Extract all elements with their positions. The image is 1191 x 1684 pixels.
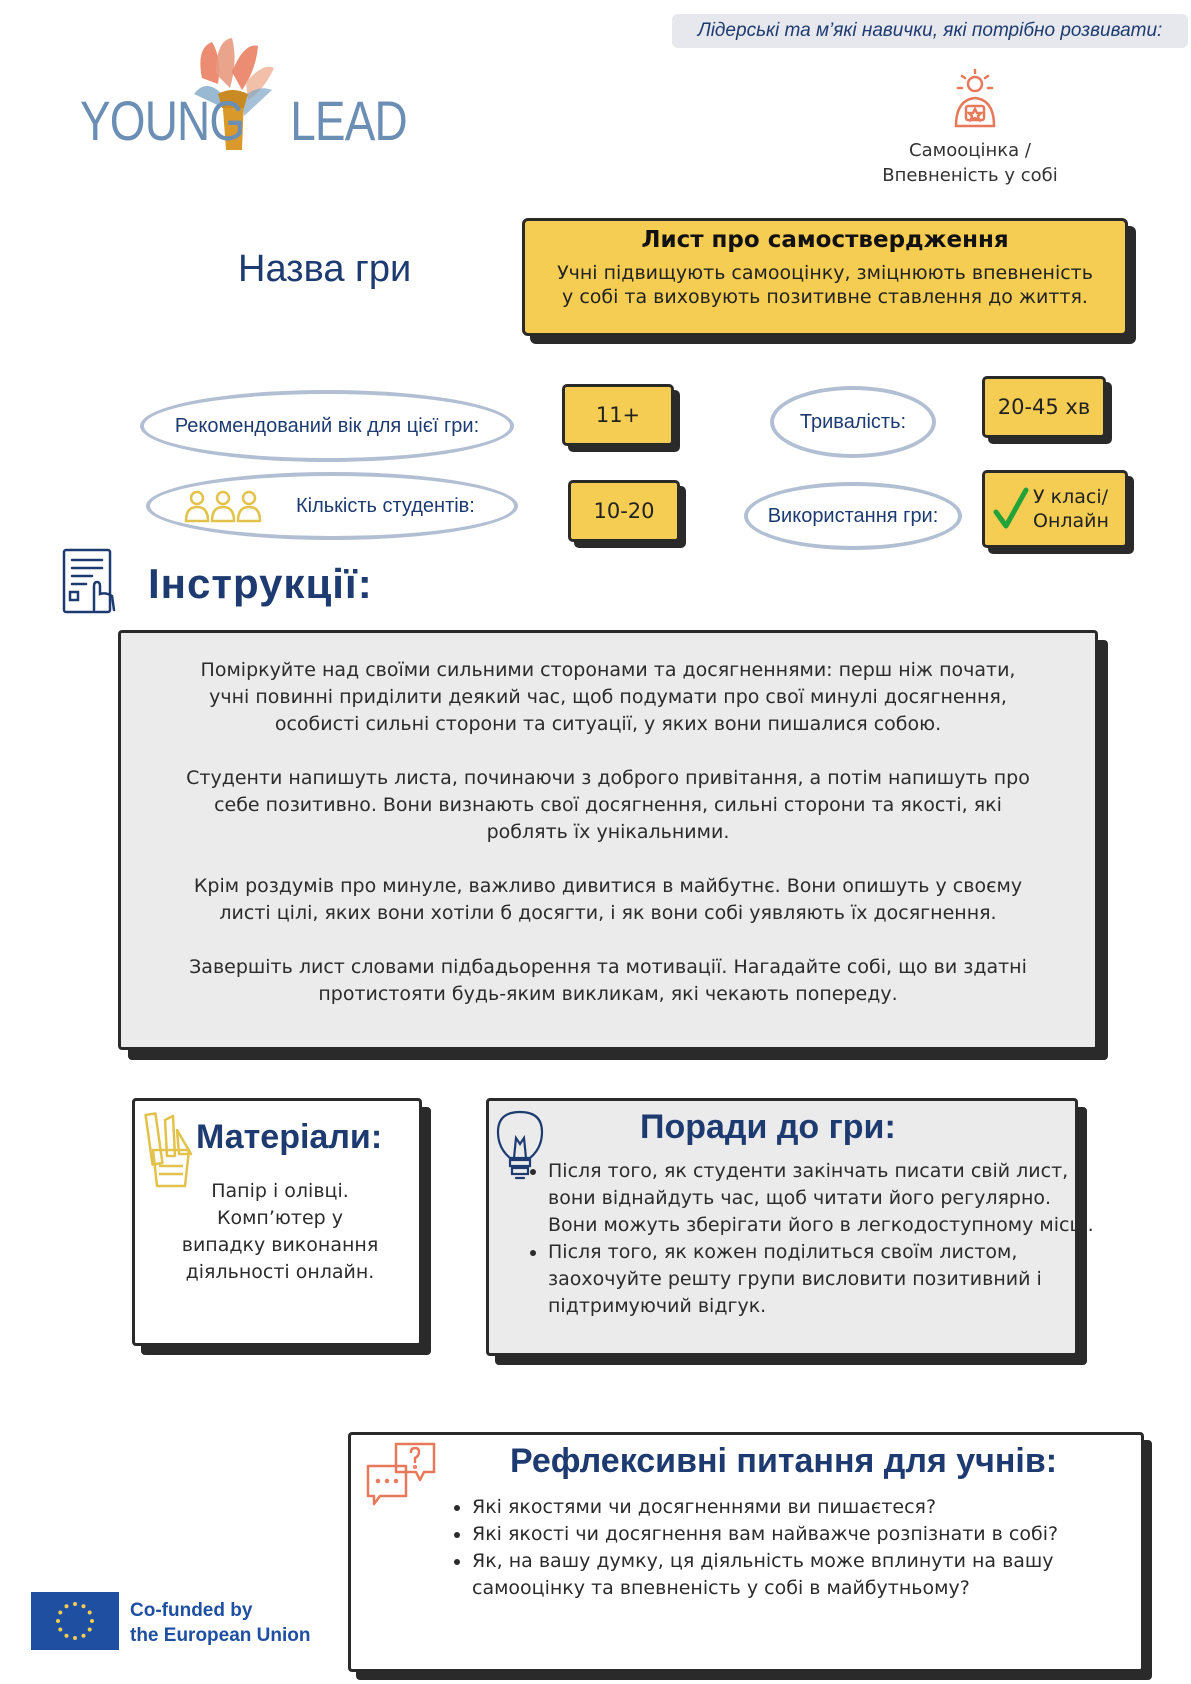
students-value-box — [568, 480, 680, 542]
text-line: листі цілі, яких вони хотіли б досягти, і як вони собі уявляють їх досягнення. — [219, 902, 997, 924]
age-label-oval — [140, 390, 514, 462]
age-value-box — [562, 384, 674, 446]
eu-flag-icon — [31, 1592, 119, 1650]
game-title: Лист про самоствердження — [641, 227, 1009, 253]
skills-banner: Лідерські та м’які навички, які потрібно розвивати: — [672, 14, 1188, 48]
logo-word-young: YOUNG — [80, 89, 245, 152]
usage-label: Використання гри: — [767, 504, 939, 527]
game-title-box — [522, 218, 1128, 336]
text-line: роблять їх унікальними. — [486, 821, 730, 843]
reflection-title: Рефлексивні питання для учнів: — [510, 1442, 1058, 1480]
usage-value — [1033, 485, 1109, 533]
text-line: Комп’ютер у — [216, 1207, 343, 1229]
instructions-paragraph-3 — [147, 873, 1069, 927]
list-item: • Які якостями чи досягненнями ви пишаєтеся? — [472, 1494, 1152, 1521]
eu-line2: the European Union — [130, 1625, 311, 1646]
text-line: Студенти напишуть листа, починаючи з доброго привітання, а потім напишуть про — [186, 767, 1030, 789]
tips-title: Поради до гри: — [640, 1108, 896, 1146]
age-value: 11+ — [595, 403, 641, 427]
duration-value: 20-45 хв — [997, 395, 1091, 419]
students-label: Кількість студентів: — [296, 494, 475, 517]
people-group-icon — [184, 489, 262, 523]
text-line: випадку виконання — [181, 1234, 379, 1256]
list-item: • Які якості чи досягнення вам найважче розпізнати в собі? — [472, 1521, 1152, 1548]
text-line: учні повинні приділити деякий час, щоб подумати про свої минулі досягнення, — [209, 686, 1007, 708]
usage-value-line2: Онлайн — [1033, 510, 1109, 532]
text-line: особисті сильні сторони та ситуації, у яких вони пишалися собою. — [274, 713, 942, 735]
instructions-paragraph-2 — [147, 765, 1069, 846]
trophy-person-icon — [940, 68, 1010, 138]
text-line: Папір і олівці. — [211, 1180, 349, 1202]
eu-line1: Co-funded by — [130, 1600, 253, 1621]
usage-value-line1: У класі/ — [1033, 486, 1109, 508]
tips-list — [518, 1158, 1096, 1320]
skill-label-line2: Впевненість у собі — [882, 165, 1058, 186]
instructions-box — [118, 630, 1098, 1050]
text-line: Завершіть лист словами підбадьорення та мотивації. Нагадайте собі, що ви здатні — [189, 956, 1027, 978]
instructions-paragraph-4 — [147, 954, 1069, 1008]
speech-bubbles-icon — [366, 1440, 438, 1508]
usage-value-box — [982, 470, 1128, 548]
students-label-oval — [146, 472, 518, 540]
text-line: себе позитивно. Вони визнають свої досягнення, сильні сторони та якості, які — [214, 794, 1002, 816]
text-line: протистояти будь-яким викликам, які чекають попереду. — [318, 983, 898, 1005]
instructions-paragraph-1 — [147, 657, 1069, 738]
usage-label-oval — [744, 482, 962, 550]
game-description-line1: Учні підвищують самооцінку, зміцнюють впевненість — [557, 262, 1093, 284]
duration-label: Тривалість: — [799, 410, 907, 433]
checkmark-icon — [993, 486, 1029, 532]
eu-cofunded-text — [130, 1598, 311, 1648]
logo-text — [80, 86, 407, 156]
list-item: • Як, на вашу думку, ця діяльність може вплинути на вашу самооцінку та впевненість у собі в майбутньому? — [472, 1548, 1152, 1602]
text-line: діяльності онлайн. — [185, 1261, 375, 1283]
duration-value-box — [982, 376, 1106, 438]
skill-label-line1: Самооцінка / — [909, 140, 1031, 161]
game-description-line2: у собі та виховують позитивне ставлення до життя. — [562, 286, 1088, 308]
document-hand-icon — [62, 548, 118, 616]
text-line: Поміркуйте над своїми сильними сторонами та досягненнями: перш ніж почати, — [200, 659, 1016, 681]
text-line: Крім роздумів про минуле, важливо дивитися в майбутнє. Вони опишуть у своєму — [193, 875, 1023, 897]
game-description — [525, 261, 1125, 309]
list-item: • Після того, як кожен поділиться своїм листом, заохочуйте решту групи висловити позитивний і підтримуючий відгук. — [548, 1239, 1096, 1320]
students-value: 10-20 — [593, 499, 655, 523]
materials-text — [150, 1178, 410, 1286]
game-name-label: Назва гри — [238, 248, 412, 290]
logo-word-lead: LEAD — [290, 89, 407, 152]
age-label: Рекомендований вік для цієї гри: — [174, 414, 480, 437]
duration-label-oval — [770, 386, 936, 458]
instructions-title: Інструкції: — [148, 560, 373, 607]
list-item: • Після того, як студенти закінчать писати свій лист, вони віднайдуть час, щоб читати його регулярно. Вони можуть зберігати його в легкодоступному місці. — [548, 1158, 1096, 1239]
skill-label — [850, 138, 1090, 188]
materials-title: Матеріали: — [196, 1118, 383, 1156]
reflection-list — [444, 1494, 1152, 1602]
